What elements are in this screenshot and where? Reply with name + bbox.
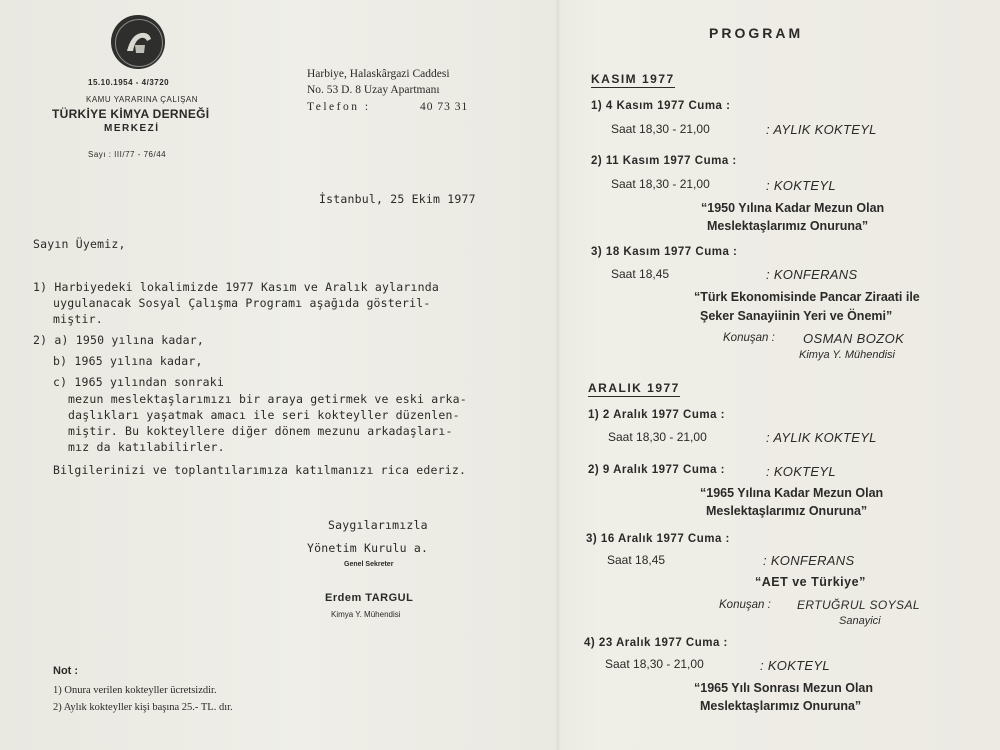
- event-title-line-2: Meslektaşlarımız Onuruna”: [700, 699, 862, 713]
- event-date: 3) 16 Aralık 1977 Cuma :: [586, 533, 730, 545]
- speaker-role: Kimya Y. Mühendisi: [799, 349, 895, 361]
- event-date: 1) 2 Aralık 1977 Cuma :: [588, 409, 725, 421]
- paragraph-2-line-2: daşlıkları yaşatmak amacı ile seri kokteyller düzenlen-: [68, 408, 460, 422]
- speaker-label: Konuşan :: [719, 599, 771, 611]
- event-title-line-1: “1965 Yılı Sonrası Mezun Olan: [694, 681, 873, 695]
- section-kasim-1977: KASIM 1977: [591, 72, 675, 86]
- paragraph-1-line-1: 1) Harbiyedeki lokalimizde 1977 Kasım ve Aralık aylarında: [33, 280, 440, 294]
- program-title: PROGRAM: [709, 25, 804, 41]
- speaker-label: Konuşan :: [723, 332, 775, 344]
- event-time: Saat 18,30 - 21,00: [605, 657, 704, 671]
- event-type: : KONFERANS: [766, 267, 858, 282]
- event-type: : KOKTEYL: [766, 464, 836, 479]
- event-title-line-2: Meslektaşlarımız Onuruna”: [706, 504, 868, 518]
- board-signature-line: Yönetim Kurulu a.: [307, 541, 429, 555]
- event-date: 2) 11 Kasım 1977 Cuma :: [591, 155, 737, 167]
- speaker-name: ERTUĞRUL SOYSAL: [797, 598, 920, 612]
- event-time: Saat 18,30 - 21,00: [608, 430, 707, 444]
- item-2b: b) 1965 yılına kadar,: [53, 354, 203, 368]
- seal-emblem: [111, 15, 165, 69]
- society-seal-logo: [111, 15, 165, 69]
- item-2c: c) 1965 yılından sonraki: [53, 375, 224, 389]
- public-benefit-label: KAMU YARARINA ÇALIŞAN: [86, 95, 199, 104]
- signer-name: Erdem TARGUL: [325, 592, 414, 604]
- speaker-role: Sanayici: [839, 615, 881, 627]
- event-title-line-2: Meslektaşlarımız Onuruna”: [707, 219, 869, 233]
- page-fold: [555, 0, 561, 750]
- closing-sentence: Bilgilerinizi ve toplantılarımıza katılmanızı rica ederiz.: [53, 463, 467, 477]
- paragraph-2-line-4: mız da katılabilirler.: [68, 440, 225, 454]
- event-date: 2) 9 Aralık 1977 Cuma :: [588, 464, 725, 476]
- event-time: Saat 18,45: [607, 553, 666, 567]
- paragraph-2-line-1: mezun meslektaşlarımızı bir araya getirmek ve eski arka-: [68, 392, 467, 406]
- item-2a: 2) a) 1950 yılına kadar,: [33, 333, 204, 347]
- paragraph-1-line-3: miştir.: [53, 312, 103, 326]
- paragraph-2-line-3: miştir. Bu kokteyllere diğer dönem mezunu arkadaşları-: [68, 424, 453, 438]
- regards: Saygılarımızla: [328, 518, 428, 532]
- phone-label: Telefon :: [307, 101, 371, 113]
- letter-date: İstanbul, 25 Ekim 1977: [319, 192, 476, 206]
- event-type: : KOKTEYL: [766, 178, 836, 193]
- event-time: Saat 18,45: [611, 267, 670, 281]
- event-title-line-1: “AET ve Türkiye”: [755, 575, 866, 589]
- event-title-line-1: “Türk Ekonomisinde Pancar Ziraati ile: [694, 290, 920, 304]
- event-type: : AYLIK KOKTEYL: [766, 430, 877, 445]
- secretary-title: Genel Sekreter: [344, 561, 394, 568]
- phone-number: 40 73 31: [420, 101, 469, 113]
- org-name: TÜRKİYE KİMYA DERNEĞİ: [52, 107, 210, 121]
- event-time: Saat 18,30 - 21,00: [611, 177, 710, 191]
- speaker-name: OSMAN BOZOK: [803, 331, 905, 346]
- event-title-line-2: Şeker Sanayiinin Yeri ve Önemi”: [700, 309, 893, 323]
- signer-role: Kimya Y. Mühendisi: [331, 610, 401, 619]
- event-type: : AYLIK KOKTEYL: [766, 122, 877, 137]
- note-1: 1) Onura verilen kokteyller ücretsizdir.: [53, 685, 217, 696]
- paragraph-1-line-2: uygulanacak Sosyal Çalışma Programı aşağıda gösteril-: [53, 296, 431, 310]
- notes-heading: Not :: [53, 665, 79, 677]
- event-type: : KONFERANS: [763, 553, 855, 568]
- event-date: 4) 23 Aralık 1977 Cuma :: [584, 637, 728, 649]
- event-date: 1) 4 Kasım 1977 Cuma :: [591, 100, 731, 112]
- org-center: MERKEZİ: [104, 123, 160, 134]
- salutation: Sayın Üyemiz,: [33, 237, 126, 251]
- event-title-line-1: “1965 Yılına Kadar Mezun Olan: [700, 486, 884, 500]
- event-title-line-1: “1950 Yılına Kadar Mezun Olan: [701, 201, 885, 215]
- registration-number: 15.10.1954 - 4/3720: [88, 78, 170, 87]
- note-2: 2) Aylık kokteyller kişi başına 25.- TL. dır.: [53, 702, 233, 713]
- event-date: 3) 18 Kasım 1977 Cuma :: [591, 246, 738, 258]
- address-line-2: No. 53 D. 8 Uzay Apartmanı: [307, 84, 440, 96]
- event-time: Saat 18,30 - 21,00: [611, 122, 710, 136]
- address-line-1: Harbiye, Halaskârgazi Caddesi: [307, 68, 450, 80]
- reference-number: Sayı : III/77 - 76/44: [88, 150, 167, 159]
- event-type: : KOKTEYL: [760, 658, 830, 673]
- section-aralik-1977: ARALIK 1977: [588, 381, 680, 395]
